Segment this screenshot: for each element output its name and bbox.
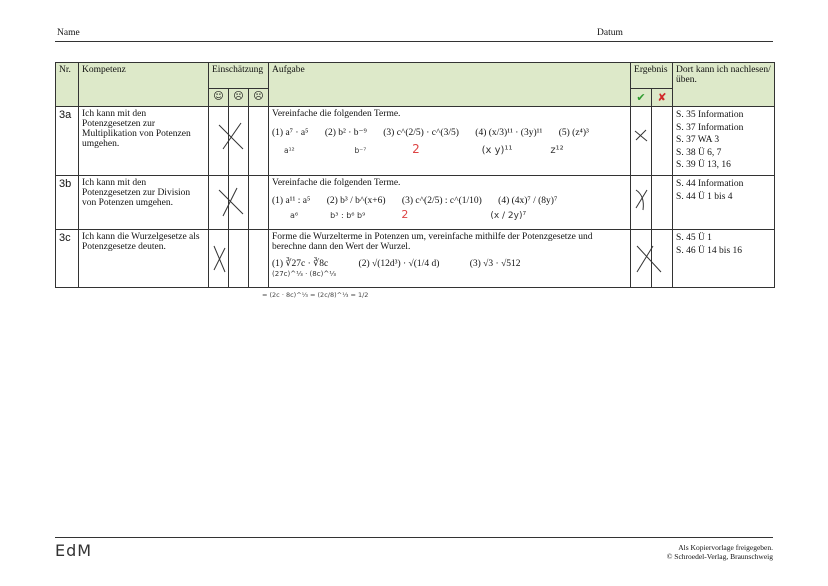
ref-line: S. 44 Information [676,179,744,189]
row-refs [673,107,775,176]
cross-icon: ✘ [652,89,673,107]
exercise: (2) b³ / b^(x+6) [326,196,386,206]
result-cell-correct[interactable] [631,230,652,288]
handwritten-note: b⁻⁷ [354,146,367,155]
handwritten-note: (x y)¹¹ [481,145,513,156]
row-aufgabe [269,176,631,230]
col-header-kompetenz: Kompetenz [79,63,209,107]
smiley-sad-icon: ☹ [249,89,269,107]
rating-cell-sad[interactable] [249,176,269,230]
handwritten-note: (x / 2y)⁷ [490,211,527,221]
exercise: (1) a⁷ · a⁵ [272,128,309,138]
handwritten-cross-icon [633,242,667,276]
check-icon: ✔ [631,89,652,107]
kompetenz-table [55,62,775,288]
handwritten-cross-icon [213,184,247,218]
footer-line [55,537,773,538]
row-nr: 3a [56,107,79,176]
ref-line: S. 46 Ü 14 bis 16 [676,245,743,256]
ref-line: S. 45 Ü 1 [676,233,712,243]
ref-line: S. 44 Ü 1 bis 4 [676,191,733,202]
exercise: (4) (4x)⁷ / (8y)⁷ [498,196,558,206]
exercise: (3) √3 · √512 [469,259,521,269]
handwritten-note: (27c)^⅓ · (8c)^⅓ [272,270,336,278]
footer-copy-note: Als Kopiervorlage freigegeben. [678,543,773,552]
row-kompetenz: Ich kann mit den Potenzgesetzen zur Multiplikation von Potenzen umgehen. [79,107,209,176]
rating-cell-sad[interactable] [249,107,269,176]
row-aufgabe [269,107,631,176]
rating-cell-happy[interactable] [209,176,229,230]
table-row [56,230,775,288]
result-cell-wrong[interactable] [652,107,673,176]
handwritten-note: z¹² [550,145,564,156]
ref-line: S. 37 Information [676,122,744,133]
ref-line: S. 35 Information [676,110,744,120]
handwritten-cross-icon [215,119,249,153]
exercise: (3) c^(2/5) · c^(3/5) [383,128,459,138]
handwritten-note: a⁶ [290,211,299,220]
exercise: (5) (z⁴)³ [558,128,589,138]
task-title: Vereinfache die folgenden Terme. [272,109,401,119]
handwritten-note: 2 [401,208,409,221]
handwritten-below-note: = (2c · 8c)^⅓ = (2c/8)^⅓ = 1/2 [262,291,369,299]
header-line [55,41,773,42]
rating-cell-happy[interactable] [209,107,229,176]
col-header-ergebnis: Ergebnis [631,63,673,89]
handwritten-cross-icon [633,186,651,214]
handwritten-cross-icon [211,242,229,276]
rating-cell-sad[interactable] [249,230,269,288]
date-label: Datum [597,28,623,38]
smiley-neutral-icon: ☹︎ [229,89,249,107]
exercise: (1) a¹¹ : a⁵ [272,196,311,206]
task-title: Forme die Wurzelterme in Potenzen um, vereinfache mithilfe der Potenzgesetze und berechne dann den Wert der Wurzel. [272,232,593,252]
handwritten-note: a¹² [284,146,295,155]
ref-line: S. 39 Ü 13, 16 [676,160,731,170]
table-row [56,107,775,176]
row-refs [673,176,775,230]
table-row [56,176,775,230]
exercise: (2) √(12d³) · √(1/4 d) [358,259,440,269]
ref-line: S. 38 Ü 6, 7 [676,147,722,158]
ref-line: S. 37 WA 3 [676,135,720,145]
row-nr: 3c [56,230,79,288]
edm-logo: EdM [55,541,93,560]
rating-cell-neutral[interactable] [229,230,249,288]
exercise: (2) b² · b⁻⁹ [324,128,367,138]
exercise: (3) c^(2/5) : c^(1/10) [401,196,482,206]
col-header-nr: Nr. [56,63,79,107]
result-cell-wrong[interactable] [652,176,673,230]
footer-copyright: © Schroedel-Verlag, Braunschweig [666,552,773,561]
handwritten-note: 2 [412,142,420,156]
row-kompetenz: Ich kann die Wurzelgesetze als Potenzgesetze deuten. [79,230,209,288]
name-label: Name [57,28,80,38]
col-header-aufgabe: Aufgabe [269,63,631,107]
task-title: Vereinfache die folgenden Terme. [272,178,401,188]
smiley-happy-icon: ☺ [209,89,229,107]
exercise: (1) ∛27c · ∛8c [272,259,329,269]
col-header-dort: Dort kann ich nachlesen/üben. [673,63,775,107]
row-kompetenz: Ich kann mit den Potenzgesetzen zur Division von Potenzen umgehen. [79,176,209,230]
result-cell-correct[interactable] [631,176,652,230]
row-aufgabe [269,230,631,288]
row-refs [673,230,775,288]
rating-cell-happy[interactable] [209,230,229,288]
exercise: (4) (x/3)¹¹ · (3y)¹¹ [475,128,543,138]
handwritten-note: b³ : b⁶ b⁹ [330,211,366,220]
row-nr: 3b [56,176,79,230]
handwritten-cross-icon [633,127,649,143]
result-cell-correct[interactable] [631,107,652,176]
col-header-einschaetzung: Einschätzung [209,63,269,89]
